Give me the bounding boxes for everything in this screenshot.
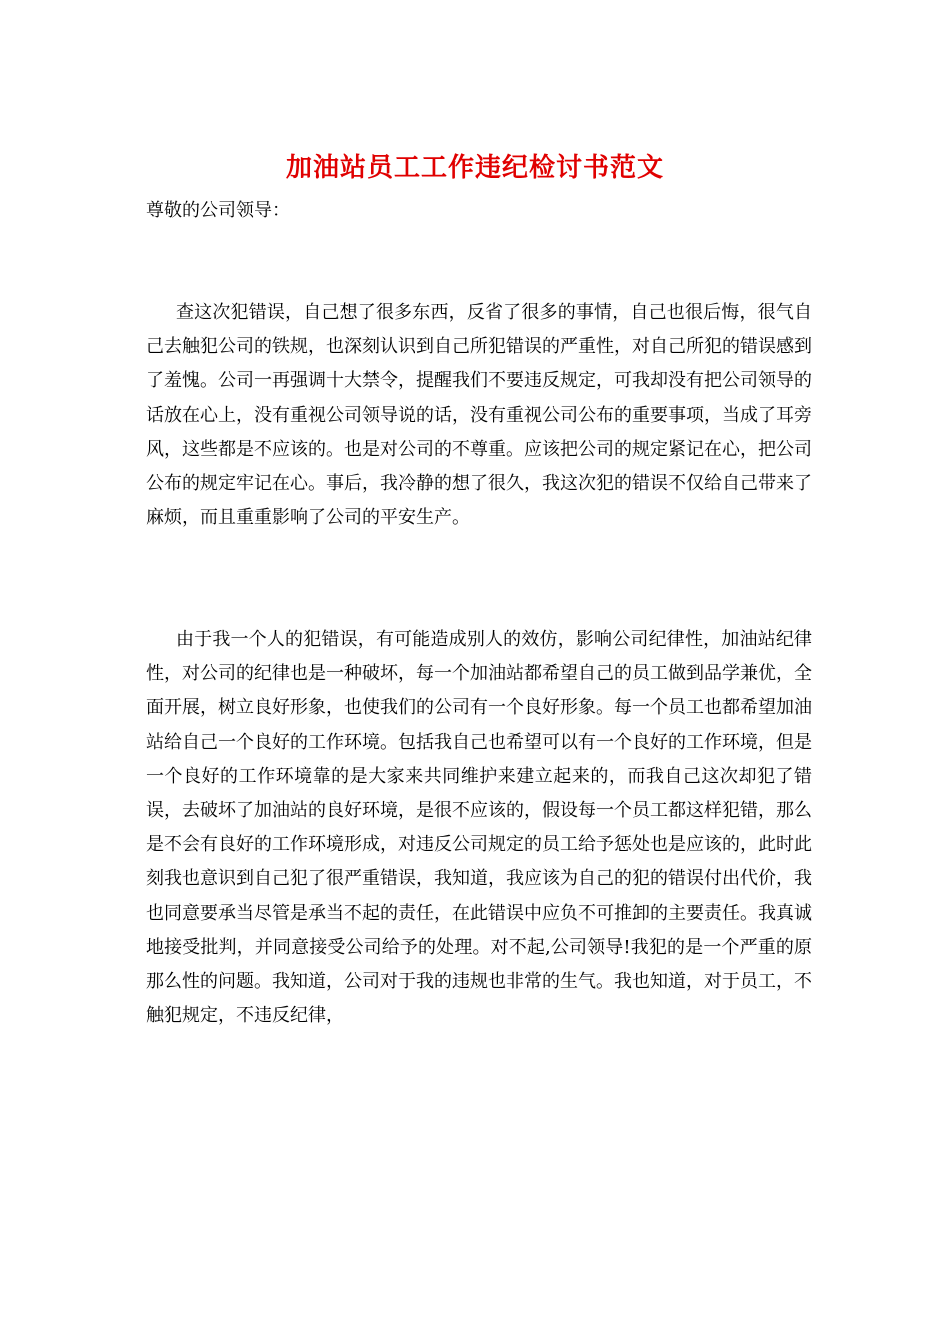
salutation: 尊敬的公司领导： — [146, 200, 290, 221]
body-paragraph-2: 由于我一个人的犯错误，有可能造成别人的效仿，影响公司纪律性，加油站纪律性，对公司的纪律也是一种破坏，每一个加油站都希望自己的员工做到品学兼优，全面开展，树立良好形象，也使我们的公司有一个良好形象。每一个员工也都希望加油站给自己一个良好的工作环境。包括我自己也希望可以有一个良好的工作环境，但是一个良好的工作环境靠的是大家来共同维护来建立起来的，而我自己这次却犯了错误，去破坏了加油站的良好环境，是很不应该的，假设每一个员工都这样犯错，那么是不会有良好的工作环境形成，对违反公司规定的员工给予惩处也是应该的，此时此刻我也意识到自己犯了很严重错误，我知道，我应该为自己的犯的错误付出代价，我也同意要承当尽管是承当不起的责任，在此错误中应负不可推卸的主要责任。我真诚地接受批判，并同意接受公司给予的处理。对不起,公司领导!我犯的是一个严重的原那么性的问题。我知道，公司对于我的违规也非常的生气。我也知道，对于员工，不触犯规定，不违反纪律， — [146, 629, 812, 1027]
document-title: 加油站员工工作违纪检讨书范文 — [285, 153, 664, 183]
body-paragraph-1: 查这次犯错误，自己想了很多东西，反省了很多的事情，自己也很后悔，很气自己去触犯公司的铁规，也深刻认识到自己所犯错误的严重性，对自己所犯的错误感到了羞愧。公司一再强调十大禁令，提醒我们不要违反规定，可我却没有把公司领导的话放在心上，没有重视公司领导说的话，没有重视公司公布的重要事项，当成了耳旁风，这些都是不应该的。也是对公司的不尊重。应该把公司的规定紧记在心，把公司公布的规定牢记在心。事后，我冷静的想了很久，我这次犯的错误不仅给自己带来了麻烦，而且重重影响了公司的平安生产。 — [146, 302, 812, 529]
